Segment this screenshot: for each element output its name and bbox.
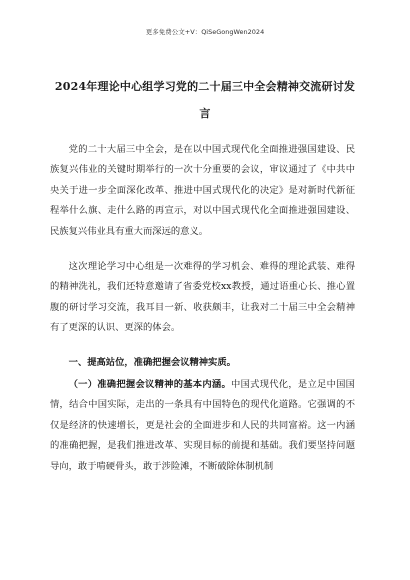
paragraph-study-session: 这次理论学习中心组是一次难得的学习机会、难得的理论武装、难得的精神洗礼，我们还特意邀请了省委党校xx教授，通过语重心长、推心置腹的研讨学习交流，我耳目一新、收获颇丰，让我对二十届三中全会精神有了更深的认识、更深的体会。	[50, 261, 355, 334]
section-heading: 一、提高站位，准确把握会议精神实质。	[68, 357, 236, 368]
paragraph-subsection	[50, 375, 355, 477]
subsection-lead: （一）准确把握会议精神的基本内涵。	[68, 379, 232, 390]
header-note: 更多免费公文+V：QiSeGongWen2024	[145, 28, 265, 36]
subsection-text: 中国式现代化，是立足中国国情，结合中国实际，走出的一条具有中国特色的现代化道路。它强调的不仅是经济的快速增长，更是社会的全面进步和人民的共同富裕。这一内涵的准确把握，是我们推进改革、实现目标的前提和基础。我们要坚持问题导向，敢于啃硬骨头，敢于涉险滩，不断破除体制机制	[50, 379, 355, 472]
paragraph-intro: 党的二十大届三中全会，是在以中国式现代化全面推进强国建设、民族复兴伟业的关键时期举行的一次十分重要的会议，审议通过了《中共中央关于进一步全面深化改革、推进中国式现代化的决定》是对新时代新征程举什么旗、走什么路的再宣示，对以中国式现代化全面推进强国建设、民族复兴伟业具有重大而深远的意义。	[50, 144, 355, 237]
document-title: 2024年理论中心组学习党的二十届三中全会精神交流研讨发言	[54, 80, 356, 120]
